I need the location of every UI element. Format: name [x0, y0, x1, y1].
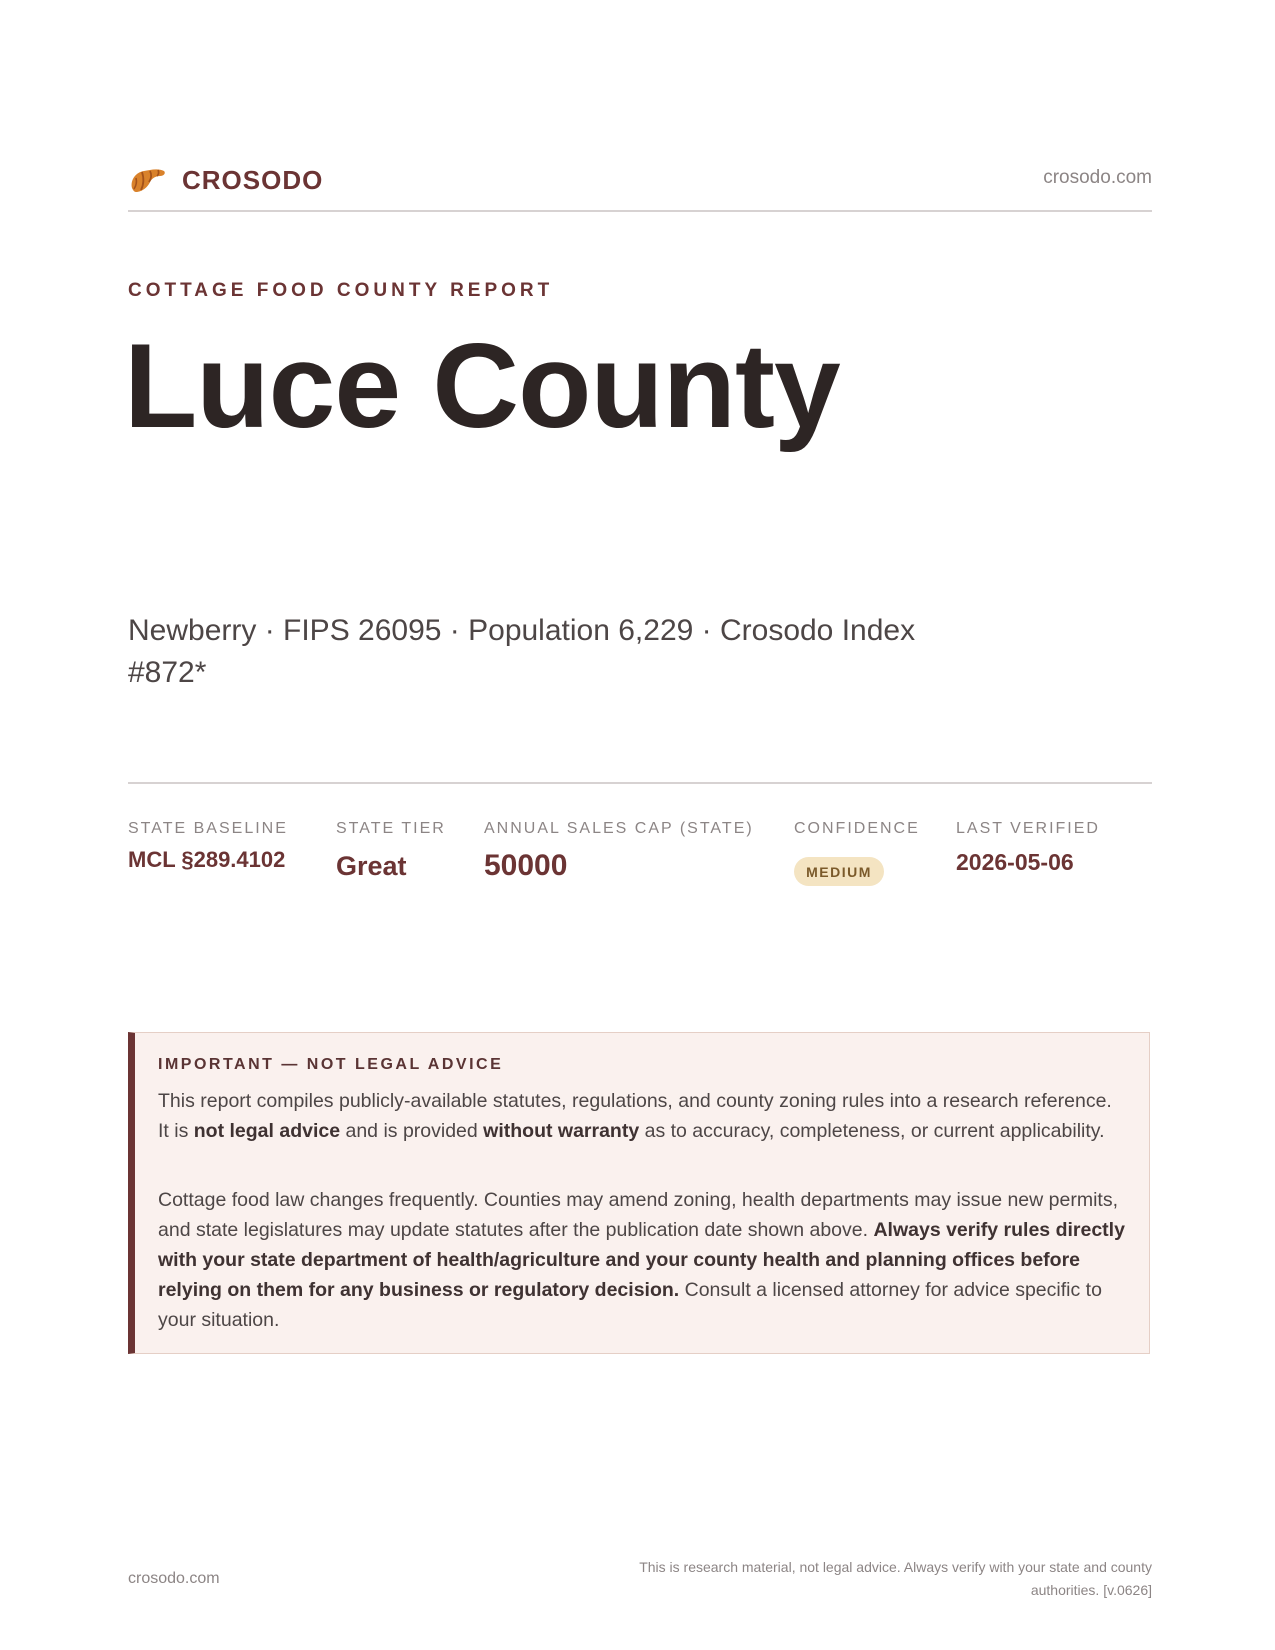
- notice-title: IMPORTANT — NOT LEGAL ADVICE: [158, 1056, 504, 1073]
- notice-paragraph-1: This report compiles publicly-available statutes, regulations, and county zoning rules into a research reference. It is not legal advice and is provided without warranty as to accuracy, completeness, or current applicability.: [158, 1090, 1112, 1142]
- stat-tier-value: Great: [336, 851, 407, 881]
- stat-verified-value: 2026-05-06: [956, 849, 1074, 875]
- county-meta: Newberry · FIPS 26095 · Population 6,229 · Crosodo Index #872*: [128, 614, 916, 689]
- stat-cap-label: ANNUAL SALES CAP (STATE): [484, 820, 754, 837]
- footer-site[interactable]: crosodo.com: [128, 1570, 220, 1587]
- brand[interactable]: [128, 162, 323, 198]
- site-link[interactable]: crosodo.com: [1043, 167, 1152, 188]
- stat-tier-label: STATE TIER: [336, 820, 446, 837]
- croissant-icon: [128, 162, 168, 198]
- stat-confidence-label: CONFIDENCE: [794, 820, 920, 837]
- notice-paragraph-2: Cottage food law changes frequently. Counties may amend zoning, health departments may issue new permits, and state legislatures may update statutes after the publication date shown above. Always verify rules directly with your state department of health/agriculture and your county health and planning offices before relying on them for any business or regulatory decision. Consult a licensed attorney for advice specific to your situation.: [158, 1189, 1125, 1331]
- stat-cap-value: 50000: [484, 849, 568, 882]
- stat-baseline-value: MCL §289.4102: [128, 847, 286, 872]
- report-eyebrow: COTTAGE FOOD COUNTY REPORT: [128, 280, 554, 301]
- stat-verified-label: LAST VERIFIED: [956, 820, 1100, 837]
- footer-disclaimer: This is research material, not legal advice. Always verify with your state and county authorities. [v.0626]: [639, 1559, 1152, 1598]
- page-title: Luce County: [124, 319, 840, 453]
- brand-name: CROSODO: [182, 164, 324, 195]
- header-divider: [128, 210, 1152, 212]
- stat-baseline-label: STATE BASELINE: [128, 820, 288, 837]
- stats-divider: [128, 782, 1152, 784]
- confidence-badge: MEDIUM: [794, 857, 884, 886]
